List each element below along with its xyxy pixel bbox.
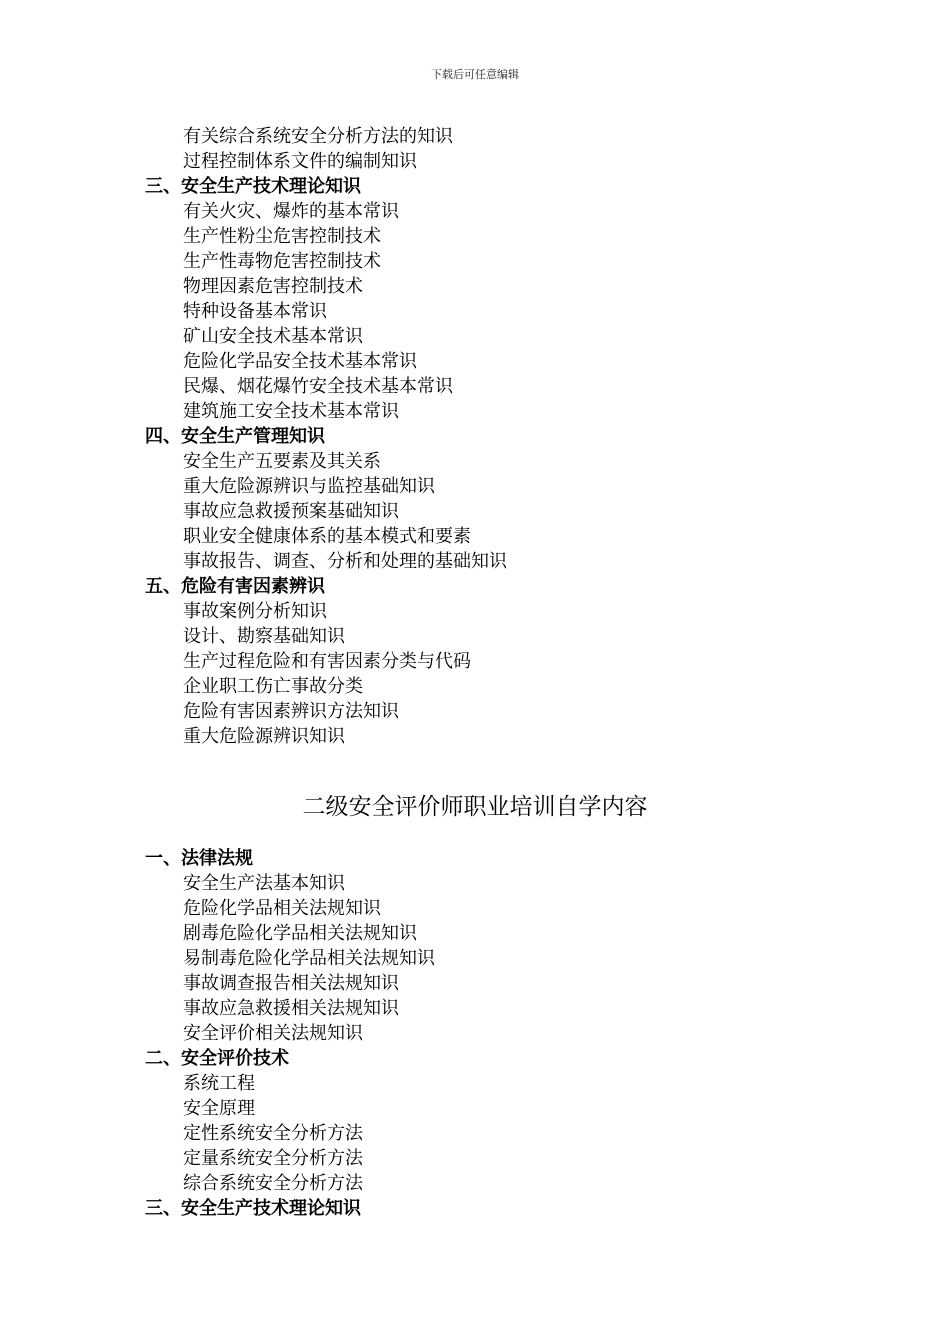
list-item: 易制毒危险化学品相关法规知识 xyxy=(183,948,435,969)
list-item: 事故调查报告相关法规知识 xyxy=(183,973,399,994)
document-title: 二级安全评价师职业培训自学内容 xyxy=(302,794,648,820)
section-heading: 五、危险有害因素辨识 xyxy=(145,576,325,597)
list-item: 事故案例分析知识 xyxy=(183,601,327,622)
list-item: 民爆、烟花爆竹安全技术基本常识 xyxy=(183,376,453,397)
list-item: 事故应急救援预案基础知识 xyxy=(183,501,399,522)
list-item: 重大危险源辨识知识 xyxy=(183,726,345,747)
list-item: 事故应急救援相关法规知识 xyxy=(183,998,399,1019)
list-item: 危险化学品相关法规知识 xyxy=(183,898,381,919)
list-item: 安全评价相关法规知识 xyxy=(183,1023,363,1044)
list-item: 职业安全健康体系的基本模式和要素 xyxy=(183,526,471,547)
list-item: 危险化学品安全技术基本常识 xyxy=(183,351,417,372)
list-item: 事故报告、调查、分析和处理的基础知识 xyxy=(183,551,507,572)
section-heading: 三、安全生产技术理论知识 xyxy=(145,176,361,197)
list-item: 过程控制体系文件的编制知识 xyxy=(183,151,417,172)
list-item: 建筑施工安全技术基本常识 xyxy=(183,401,399,422)
list-item: 矿山安全技术基本常识 xyxy=(183,326,363,347)
list-item: 生产性毒物危害控制技术 xyxy=(183,251,381,272)
list-item: 生产性粉尘危害控制技术 xyxy=(183,226,381,247)
part1-block xyxy=(0,124,950,749)
list-item: 重大危险源辨识与监控基础知识 xyxy=(183,476,435,497)
list-item: 系统工程 xyxy=(183,1073,255,1094)
part2-block xyxy=(0,846,950,1221)
list-item: 定量系统安全分析方法 xyxy=(183,1148,363,1169)
list-item: 物理因素危害控制技术 xyxy=(183,276,363,297)
list-item: 特种设备基本常识 xyxy=(183,301,327,322)
list-item: 生产过程危险和有害因素分类与代码 xyxy=(183,651,471,672)
list-item: 企业职工伤亡事故分类 xyxy=(183,676,363,697)
list-item: 定性系统安全分析方法 xyxy=(183,1123,363,1144)
list-item: 有关综合系统安全分析方法的知识 xyxy=(183,126,453,147)
section-heading: 一、法律法规 xyxy=(145,848,253,869)
list-item: 综合系统安全分析方法 xyxy=(183,1173,363,1194)
list-item: 安全原理 xyxy=(183,1098,255,1119)
section-heading: 三、安全生产技术理论知识 xyxy=(145,1198,361,1219)
list-item: 设计、勘察基础知识 xyxy=(183,626,345,647)
header-note: 下载后可任意编辑 xyxy=(431,68,519,81)
list-item: 安全生产五要素及其关系 xyxy=(183,451,381,472)
section-heading: 二、安全评价技术 xyxy=(145,1048,289,1069)
list-item: 危险有害因素辨识方法知识 xyxy=(183,701,399,722)
list-item: 有关火灾、爆炸的基本常识 xyxy=(183,201,399,222)
section-heading: 四、安全生产管理知识 xyxy=(145,426,325,447)
list-item: 剧毒危险化学品相关法规知识 xyxy=(183,923,417,944)
list-item: 安全生产法基本知识 xyxy=(183,873,345,894)
